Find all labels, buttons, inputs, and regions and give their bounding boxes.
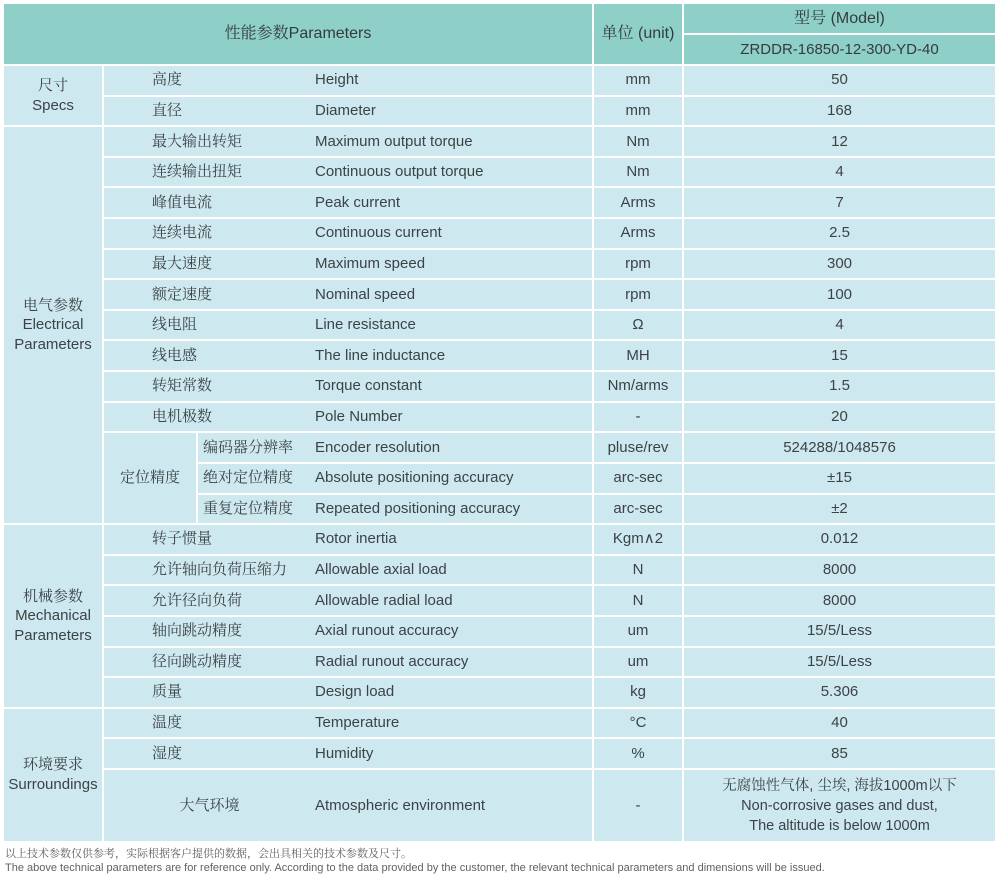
unit-cell: Nm <box>594 127 682 156</box>
row-label-cn: 允许径向负荷 <box>152 591 243 609</box>
subgroup-label: 定位精度 <box>104 433 196 523</box>
row-label-en: Diameter <box>315 101 376 119</box>
unit-cell: % <box>594 739 682 768</box>
section-label-en: Electrical Parameters <box>14 316 92 353</box>
row-label <box>104 525 592 554</box>
value-cell: 15 <box>684 341 995 370</box>
unit-cell: pluse/rev <box>594 433 682 462</box>
row-label <box>104 709 592 738</box>
row-label-en: Continuous current <box>315 224 442 242</box>
unit-cell: - <box>594 403 682 432</box>
unit-cell: arc-sec <box>594 464 682 493</box>
value-cell: 85 <box>684 739 995 768</box>
value-cell: 15/5/Less <box>684 617 995 646</box>
unit-cell: Nm <box>594 158 682 187</box>
unit-cell: Kgm∧2 <box>594 525 682 554</box>
unit-cell: mm <box>594 97 682 126</box>
unit-cell: Arms <box>594 219 682 248</box>
row-label-en: Nominal speed <box>315 285 416 303</box>
row-label <box>104 372 592 401</box>
row-label-en: Radial runout accuracy <box>315 652 469 670</box>
row-label <box>104 219 592 248</box>
row-label-cn: 允许轴向负荷压缩力 <box>152 561 288 579</box>
value-cell: 40 <box>684 709 995 738</box>
row-label-en: Rotor inertia <box>315 530 397 548</box>
row-label-en: Allowable radial load <box>315 591 453 609</box>
row-label-cn: 湿度 <box>152 744 183 762</box>
unit-cell: °C <box>594 709 682 738</box>
row-label-en: Maximum output torque <box>315 132 473 150</box>
section-label <box>4 127 102 523</box>
unit-cell: MH <box>594 341 682 370</box>
spec-table <box>4 4 995 841</box>
unit-cell: arc-sec <box>594 495 682 524</box>
value-cell: ±2 <box>684 495 995 524</box>
table-header-model: 型号 (Model) <box>684 4 995 33</box>
unit-cell: Nm/arms <box>594 372 682 401</box>
row-label <box>104 66 592 95</box>
section-label-cn: 环境要求 <box>22 756 83 774</box>
unit-cell: kg <box>594 678 682 707</box>
footnotes <box>4 841 995 876</box>
section-label-en: Mechanical Parameters <box>14 607 92 644</box>
value-cell: 168 <box>684 97 995 126</box>
row-label-en: Temperature <box>315 714 400 732</box>
table-header-parameters: 性能参数Parameters <box>4 4 592 64</box>
row-label-cn: 轴向跳动精度 <box>152 622 243 640</box>
value-line: Non-corrosive gases and dust, <box>741 797 938 814</box>
row-label-cn: 大气环境 <box>179 796 240 814</box>
row-label-en: Absolute positioning accuracy <box>315 469 514 487</box>
row-label-cn: 峰值电流 <box>152 193 213 211</box>
value-line: 无腐蚀性气体, 尘埃, 海拔1000m以下 <box>722 777 957 794</box>
row-label <box>104 127 592 156</box>
row-label <box>104 556 592 585</box>
value-cell: 15/5/Less <box>684 648 995 677</box>
section-label <box>4 709 102 841</box>
section-label-en: Surroundings <box>8 775 98 793</box>
row-label <box>104 586 592 615</box>
value-cell: 0.012 <box>684 525 995 554</box>
row-label-en: Repeated positioning accuracy <box>315 499 521 517</box>
row-label <box>104 341 592 370</box>
row-label <box>104 311 592 340</box>
row-label-cn: 线电感 <box>152 346 198 364</box>
unit-cell: um <box>594 617 682 646</box>
value-cell: 20 <box>684 403 995 432</box>
row-label-en: Maximum speed <box>315 254 426 272</box>
row-label <box>198 464 592 493</box>
row-label-en: Line resistance <box>315 316 416 334</box>
section-label-en: Specs <box>32 96 74 114</box>
value-cell: 8000 <box>684 586 995 615</box>
row-label-cn: 转子惯量 <box>152 530 213 548</box>
value-cell: 2.5 <box>684 219 995 248</box>
row-label <box>104 403 592 432</box>
row-label-en: Encoder resolution <box>315 438 441 456</box>
row-label-en: Atmospheric environment <box>315 796 486 814</box>
row-label <box>198 495 592 524</box>
row-label-en: Continuous output torque <box>315 163 484 181</box>
row-label-cn: 连续输出扭矩 <box>152 163 243 181</box>
section-label-cn: 机械参数 <box>22 587 83 605</box>
row-label-cn: 质量 <box>152 683 183 701</box>
row-label-en: Axial runout accuracy <box>315 622 459 640</box>
unit-cell: mm <box>594 66 682 95</box>
row-label <box>104 648 592 677</box>
row-label-cn: 额定速度 <box>152 285 213 303</box>
row-label-cn: 绝对定位精度 <box>203 469 294 487</box>
row-label-cn: 温度 <box>152 714 183 732</box>
value-cell: 4 <box>684 158 995 187</box>
section-label <box>4 525 102 707</box>
row-label <box>104 739 592 768</box>
value-cell: 12 <box>684 127 995 156</box>
row-label-en: Peak current <box>315 193 401 211</box>
row-label <box>104 678 592 707</box>
section-label-cn: 电气参数 <box>22 296 83 314</box>
row-label-cn: 转矩常数 <box>152 377 213 395</box>
value-cell: 100 <box>684 280 995 309</box>
row-label-en: Height <box>315 71 359 89</box>
value-cell: 7 <box>684 188 995 217</box>
unit-cell: rpm <box>594 280 682 309</box>
unit-cell: - <box>594 770 682 841</box>
value-cell: ±15 <box>684 464 995 493</box>
unit-cell: Ω <box>594 311 682 340</box>
row-label-cn: 径向跳动精度 <box>152 652 243 670</box>
unit-cell: N <box>594 556 682 585</box>
table-header-unit: 单位 (unit) <box>594 4 682 64</box>
row-label-en: Allowable axial load <box>315 561 447 579</box>
section-label <box>4 66 102 125</box>
unit-cell: Arms <box>594 188 682 217</box>
row-label-cn: 重复定位精度 <box>203 499 294 517</box>
unit-cell: N <box>594 586 682 615</box>
value-cell: 1.5 <box>684 372 995 401</box>
row-label-en: Design load <box>315 683 395 701</box>
model-number: ZRDDR-16850-12-300-YD-40 <box>684 35 995 64</box>
value-cell: 5.306 <box>684 678 995 707</box>
row-label-cn: 最大速度 <box>152 254 213 272</box>
footnote-cn: 以上技术参数仅供参考，实际根据客户提供的数据，会出具相关的技术参数及尺寸。 <box>5 848 412 861</box>
unit-cell: rpm <box>594 250 682 279</box>
row-label <box>104 188 592 217</box>
value-cell: 4 <box>684 311 995 340</box>
row-label <box>104 770 592 841</box>
row-label <box>104 250 592 279</box>
value-cell: 300 <box>684 250 995 279</box>
row-label-cn: 连续电流 <box>152 224 213 242</box>
row-label-cn: 直径 <box>152 101 183 119</box>
footnote-en: The above technical parameters are for reference only. According to the data provided by the customer, the relevant technical parameters and dimensions will be issued. <box>5 862 825 875</box>
row-label <box>104 617 592 646</box>
value-cell <box>684 770 995 841</box>
row-label-en: Humidity <box>315 744 374 762</box>
row-label <box>104 280 592 309</box>
value-cell: 50 <box>684 66 995 95</box>
row-label-cn: 线电阻 <box>152 316 198 334</box>
row-label-en: Torque constant <box>315 377 422 395</box>
row-label-cn: 高度 <box>152 71 183 89</box>
value-cell: 8000 <box>684 556 995 585</box>
row-label <box>198 433 592 462</box>
row-label-en: Pole Number <box>315 408 403 425</box>
row-label-cn: 最大输出转矩 <box>152 132 243 150</box>
row-label-cn: 电机极数 <box>152 408 213 425</box>
unit-cell: um <box>594 648 682 677</box>
section-label-cn: 尺寸 <box>37 77 68 95</box>
value-line: The altitude is below 1000m <box>749 817 930 834</box>
value-cell: 524288/1048576 <box>684 433 995 462</box>
row-label <box>104 97 592 126</box>
row-label <box>104 158 592 187</box>
row-label-cn: 编码器分辨率 <box>203 438 294 456</box>
row-label-en: The line inductance <box>315 346 446 364</box>
